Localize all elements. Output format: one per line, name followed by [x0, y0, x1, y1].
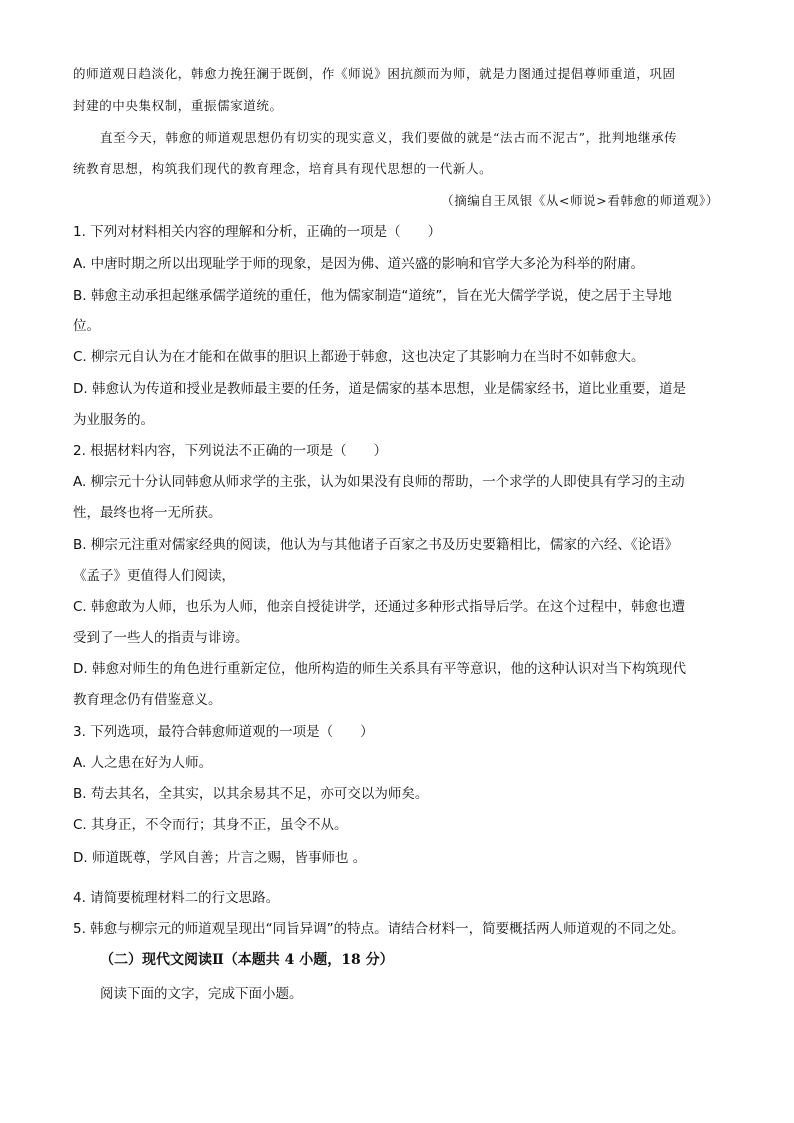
passage-line: 统教育思想，构筑我们现代的教育理念，培育具有现代思想的一代新人。 — [73, 161, 493, 176]
passage-line: 直至今天，韩愈的师道观思想仍有切实的现实意义，我们要做的就是“法古而不泥古”，批判地继承传 — [100, 130, 678, 145]
question-stem: 1. 下列对材料相关内容的理解和分析，正确的一项是（ ） — [73, 224, 442, 240]
option-d: D. 韩愈对师生的角色进行重新定位，他所构造的师生关系具有平等意识，他的这种认识对当下构筑现代 — [73, 661, 686, 677]
passage-source: （摘编自王凤银《从<师说>看韩愈的师道观》） — [441, 193, 719, 208]
option-b-cont: 位。 — [73, 318, 100, 334]
option-b-cont: 《孟子》更值得人们阅读， — [73, 568, 235, 584]
option-a: A. 中唐时期之所以出现耻学于师的现象，是因为佛、道兴盛的影响和官学大多沦为科举的附庸。 — [73, 256, 645, 272]
option-a-cont: 性，最终也将一无所获。 — [73, 505, 222, 521]
passage-line: 封建的中央集权制，重振儒家道统。 — [73, 98, 283, 113]
option-b: B. 苟去其名，全其实，以其余易其不足，亦可交以为师矣。 — [73, 786, 429, 802]
option-d-cont: 为业服务的。 — [73, 412, 154, 428]
option-d: D. 韩愈认为传道和授业是教师最主要的任务，道是儒家的基本思想，业是儒家经书，道比业重要，道是 — [73, 381, 686, 397]
option-c: C. 柳宗元自认为在才能和在做事的胆识上都逊于韩愈，这也决定了其影响力在当时不如韩愈大。 — [73, 349, 645, 365]
passage-line: 的师道观日趋淡化，韩愈力挽狂澜于既倒，作《师说》困抗颜而为师，就是力图通过提倡尊师重道，巩固 — [73, 66, 676, 81]
option-b: B. 柳宗元注重对儒家经典的阅读，他认为与其他诸子百家之书及历史要籍相比，儒家的六经、《论语》 — [73, 537, 679, 553]
option-d: D. 师道既尊，学风自善；片言之赐，皆事师也 。 — [73, 850, 367, 866]
option-a: A. 人之患在好为人师。 — [73, 755, 213, 771]
question-stem: 3. 下列选项，最符合韩愈师道观的一项是（ ） — [73, 724, 374, 740]
option-b: B. 韩愈主动承担起继承儒学道统的重任，他为儒家制造“道统”，旨在光大儒学学说，使之居于主导地 — [73, 288, 672, 304]
option-d-cont: 教育理念仍有借鉴意义。 — [73, 692, 222, 708]
option-c: C. 韩愈敢为人师，也乐为人师，他亲自授徒讲学，还通过多种形式指导后学。在这个过程中，韩愈也遭 — [73, 599, 686, 615]
option-c-cont: 受到了一些人的指责与诽谤。 — [73, 630, 249, 646]
question-stem: 2. 根据材料内容，下列说法不正确的一项是（ ） — [73, 443, 388, 459]
section-heading: （二）现代文阅读Ⅱ（本题共 4 小题，18 分） — [100, 952, 394, 968]
question-stem: 4. 请简要梳理材料二的行文思路。 — [73, 890, 280, 906]
option-a: A. 柳宗元十分认同韩愈从师求学的主张，认为如果没有良师的帮助，一个求学的人即使具有学习的主动 — [73, 474, 685, 490]
section-instruction: 阅读下面的文字，完成下面小题。 — [100, 986, 303, 1002]
option-c: C. 其身正，不令而行；其身不正，虽令不从。 — [73, 817, 348, 833]
question-stem: 5. 韩愈与柳宗元的师道观呈现出“同旨异调”的特点。请结合材料一，简要概括两人师道观的不同之处。 — [73, 921, 685, 937]
